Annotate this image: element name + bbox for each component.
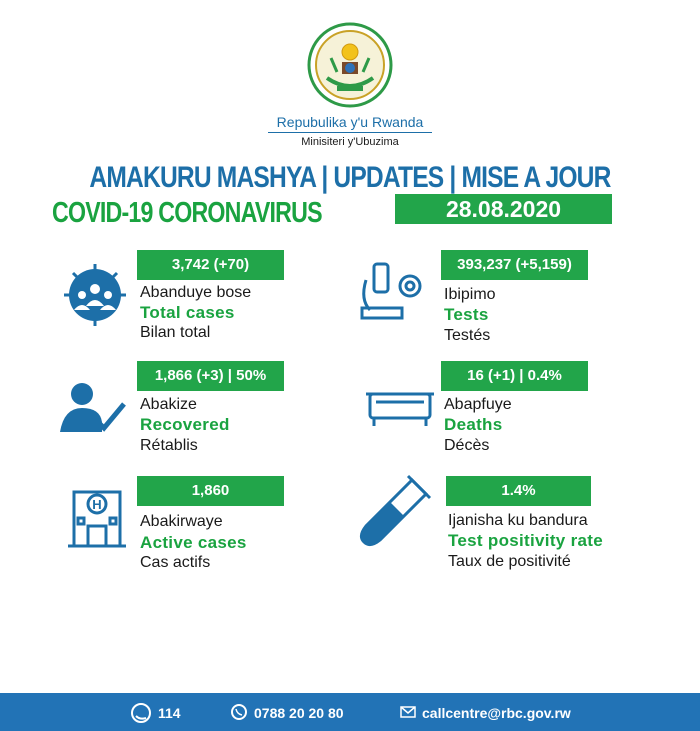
subtitle: COVID-19 CORONAVIRUS: [52, 197, 322, 229]
recovered-label-en: Recovered: [140, 415, 230, 434]
email-address[interactable]: callcentre@rbc.gov.rw: [422, 705, 571, 721]
test-tube-icon: [356, 470, 436, 550]
positivity-label-en: Test positivity rate: [448, 531, 603, 550]
recovered-value: 1,866 (+3) | 50%: [137, 361, 284, 391]
page-title: AMAKURU MASHYA | UPDATES | MISE A JOUR: [89, 161, 611, 194]
total-cases-label-en: Total cases: [140, 303, 235, 322]
hotline-number[interactable]: 114: [158, 705, 181, 721]
date-badge: 28.08.2020: [445, 196, 562, 222]
rwanda-coat-of-arms-logo: [307, 22, 393, 108]
tests-label-rw: Ibipimo: [444, 286, 496, 303]
hospital-icon: [66, 480, 128, 548]
recovered-label-fr: Rétablis: [140, 437, 198, 454]
tests-value: 393,237 (+5,159): [441, 250, 588, 280]
active-cases-label-en: Active cases: [140, 533, 247, 552]
positivity-label-rw: Ijanisha ku bandura: [448, 512, 588, 529]
total-cases-value: 3,742 (+70): [137, 250, 284, 280]
microscope-icon: [356, 260, 428, 324]
deaths-label-fr: Décès: [444, 437, 490, 454]
virus-people-icon: [62, 262, 128, 328]
deaths-value: 16 (+1) | 0.4%: [441, 361, 588, 391]
phone-number[interactable]: 0788 20 20 80: [254, 705, 344, 721]
deaths-label-en: Deaths: [444, 415, 503, 434]
tests-label-fr: Testés: [444, 327, 491, 344]
mail-icon: [400, 706, 416, 718]
whatsapp-icon: [231, 704, 247, 720]
ministry-name: Minisiteri y'Ubuzima: [301, 136, 399, 148]
total-cases-label-fr: Bilan total: [140, 324, 211, 341]
active-cases-label-fr: Cas actifs: [140, 554, 211, 571]
government-name: Repubulika y'u Rwanda: [276, 114, 424, 130]
coffin-icon: [364, 386, 436, 428]
active-cases-value: 1,860: [137, 476, 284, 506]
phone-24h-icon: [130, 702, 152, 724]
recovered-label-rw: Abakize: [140, 396, 197, 413]
positivity-rate-value: 1.4%: [446, 476, 591, 506]
person-checkmark-icon: [60, 382, 128, 434]
divider: [268, 132, 432, 133]
positivity-label-fr: Taux de positivité: [448, 553, 571, 570]
total-cases-label-rw: Abanduye bose: [140, 284, 252, 301]
svg-text:H: H: [92, 497, 102, 512]
deaths-label-rw: Abapfuye: [444, 396, 512, 413]
tests-label-en: Tests: [444, 305, 489, 324]
contact-footer: [0, 693, 700, 731]
active-cases-label-rw: Abakirwaye: [140, 513, 223, 530]
